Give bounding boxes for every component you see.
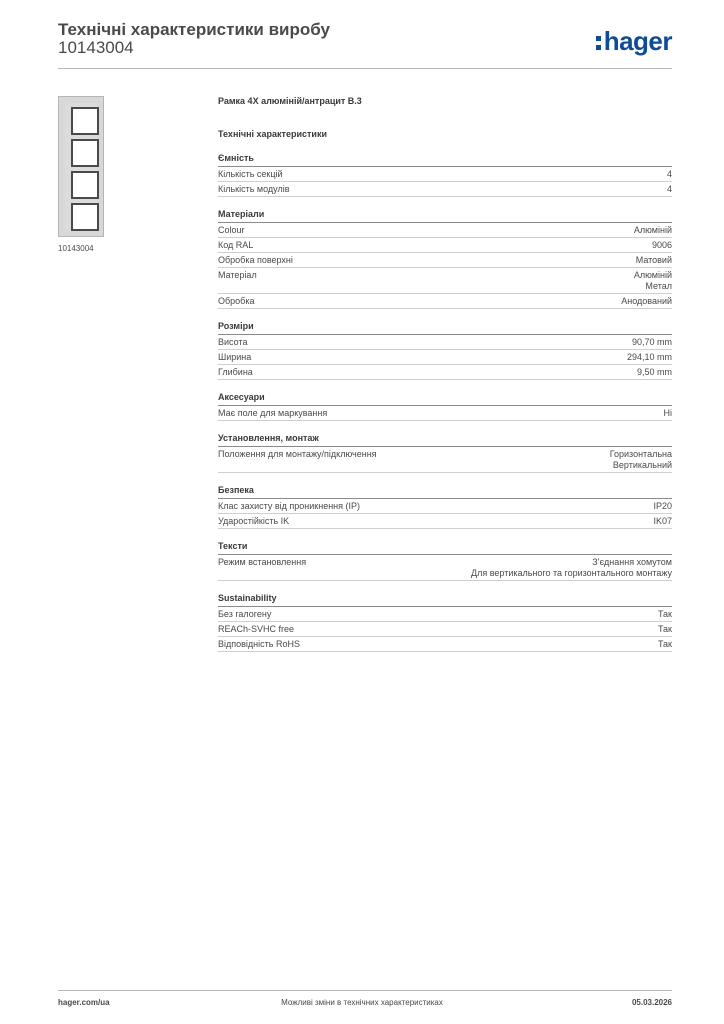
footer-divider <box>58 990 672 991</box>
spec-value-line: Анодований <box>621 296 672 306</box>
spec-row <box>218 182 672 197</box>
spec-value-line: Горизонтальна <box>609 449 672 459</box>
product-name: Рамка 4Х алюміній/антрацит В.3 <box>218 96 362 106</box>
spec-value-line: Алюміній <box>633 270 672 280</box>
spec-row <box>218 555 672 581</box>
frame-cell <box>71 139 99 167</box>
spec-row <box>218 622 672 637</box>
section-title: Sustainability <box>218 593 672 607</box>
spec-value <box>653 501 672 512</box>
spec-label: Обробка <box>218 296 255 306</box>
spec-value <box>636 255 672 266</box>
spec-row <box>218 223 672 238</box>
spec-value <box>653 516 672 527</box>
section-title: Безпека <box>218 485 672 499</box>
spec-row <box>218 607 672 622</box>
spec-section <box>218 153 672 197</box>
spec-value-line: Вертикальний <box>612 460 672 470</box>
spec-label: Глибина <box>218 367 253 377</box>
product-image <box>58 96 104 237</box>
footer-date: 05.03.2026 <box>631 998 672 1007</box>
spec-value <box>667 184 672 195</box>
spec-row <box>218 514 672 529</box>
spec-heading: Технічні характеристики <box>218 129 327 139</box>
spec-value-line: Матовий <box>635 255 672 265</box>
spec-value <box>634 270 672 292</box>
spec-section <box>218 209 672 309</box>
spec-label: Режим встановлення <box>218 557 307 567</box>
spec-value <box>658 624 672 635</box>
spec-label: Матеріал <box>218 270 257 280</box>
spec-row <box>218 350 672 365</box>
image-caption: 10143004 <box>58 244 94 253</box>
logo-dots-icon <box>596 34 602 52</box>
spec-value <box>637 367 672 378</box>
section-title: Установлення, монтаж <box>218 433 672 447</box>
spec-section <box>218 392 672 421</box>
spec-label: Без галогену <box>218 609 272 619</box>
spec-label: Colour <box>218 225 245 235</box>
logo-text: hager <box>603 26 672 56</box>
spec-value-line: Алюміній <box>633 225 672 235</box>
section-title: Розміри <box>218 321 672 335</box>
spec-row <box>218 637 672 652</box>
spec-value-line: 9006 <box>651 240 672 250</box>
spec-label: Ударостійкість IK <box>218 516 290 526</box>
spec-label: Висота <box>218 337 248 347</box>
section-title: Аксесуари <box>218 392 672 406</box>
spec-row <box>218 238 672 253</box>
spec-label: REACh-SVHC free <box>218 624 295 634</box>
spec-value-line: 4 <box>666 169 672 179</box>
spec-value-line: IK07 <box>653 516 672 526</box>
spec-row <box>218 447 672 473</box>
spec-label: Клас захисту від проникнення (IP) <box>218 501 361 511</box>
spec-label: Кількість модулів <box>218 184 290 194</box>
spec-label: Має поле для маркування <box>218 408 328 418</box>
spec-value-line: Так <box>657 624 672 634</box>
section-title: Ємність <box>218 153 672 167</box>
spec-label: Кількість секцій <box>218 169 283 179</box>
spec-value-line: 4 <box>666 184 672 194</box>
spec-value <box>610 449 672 471</box>
spec-sections <box>218 153 672 652</box>
spec-value <box>621 296 672 307</box>
spec-section <box>218 593 672 652</box>
spec-value-line: IP20 <box>653 501 672 511</box>
spec-value <box>634 225 672 236</box>
spec-value <box>652 240 672 251</box>
spec-label: Відповідність RoHS <box>218 639 300 649</box>
spec-row <box>218 365 672 380</box>
spec-value-line: Ні <box>663 408 672 418</box>
frame-cell <box>71 107 99 135</box>
footer-website[interactable]: hager.com/ua <box>58 998 110 1007</box>
hager-logo <box>596 28 672 54</box>
spec-row <box>218 294 672 309</box>
spec-row <box>218 335 672 350</box>
spec-value <box>627 352 672 363</box>
spec-value <box>664 408 673 419</box>
section-title: Матеріали <box>218 209 672 223</box>
spec-section <box>218 541 672 581</box>
frame-cell <box>71 171 99 199</box>
spec-value <box>632 337 672 348</box>
spec-value-line: Так <box>657 609 672 619</box>
spec-value <box>658 609 672 620</box>
spec-value <box>658 639 672 650</box>
spec-row <box>218 268 672 294</box>
spec-label: Код RAL <box>218 240 254 250</box>
spec-row <box>218 167 672 182</box>
spec-value <box>667 169 672 180</box>
spec-section <box>218 321 672 380</box>
product-code: 10143004 <box>58 38 134 57</box>
footer-note: Можливі зміни в технічних характеристиках <box>281 998 443 1007</box>
section-title: Тексти <box>218 541 672 555</box>
spec-value-line: Для вертикального та горизонтального монтажу <box>470 568 672 578</box>
spec-label: Обробка поверхні <box>218 255 293 265</box>
spec-value-line: 90,70 mm <box>631 337 672 347</box>
spec-content <box>218 96 672 652</box>
spec-value <box>471 557 672 579</box>
header-divider <box>58 68 672 69</box>
frame-illustration <box>59 97 103 236</box>
spec-row <box>218 253 672 268</box>
spec-value-line: Метал <box>645 281 672 291</box>
spec-row <box>218 406 672 421</box>
spec-label: Ширина <box>218 352 252 362</box>
frame-cell <box>71 203 99 231</box>
spec-value-line: 294,10 mm <box>626 352 672 362</box>
spec-label: Положення для монтажу/підключення <box>218 449 377 459</box>
spec-value-line: З'єднання хомутом <box>592 557 672 567</box>
page-title: Технічні характеристики виробу <box>58 20 330 39</box>
spec-section <box>218 485 672 529</box>
spec-row <box>218 499 672 514</box>
spec-value-line: Так <box>657 639 672 649</box>
spec-section <box>218 433 672 473</box>
spec-value-line: 9,50 mm <box>636 367 672 377</box>
